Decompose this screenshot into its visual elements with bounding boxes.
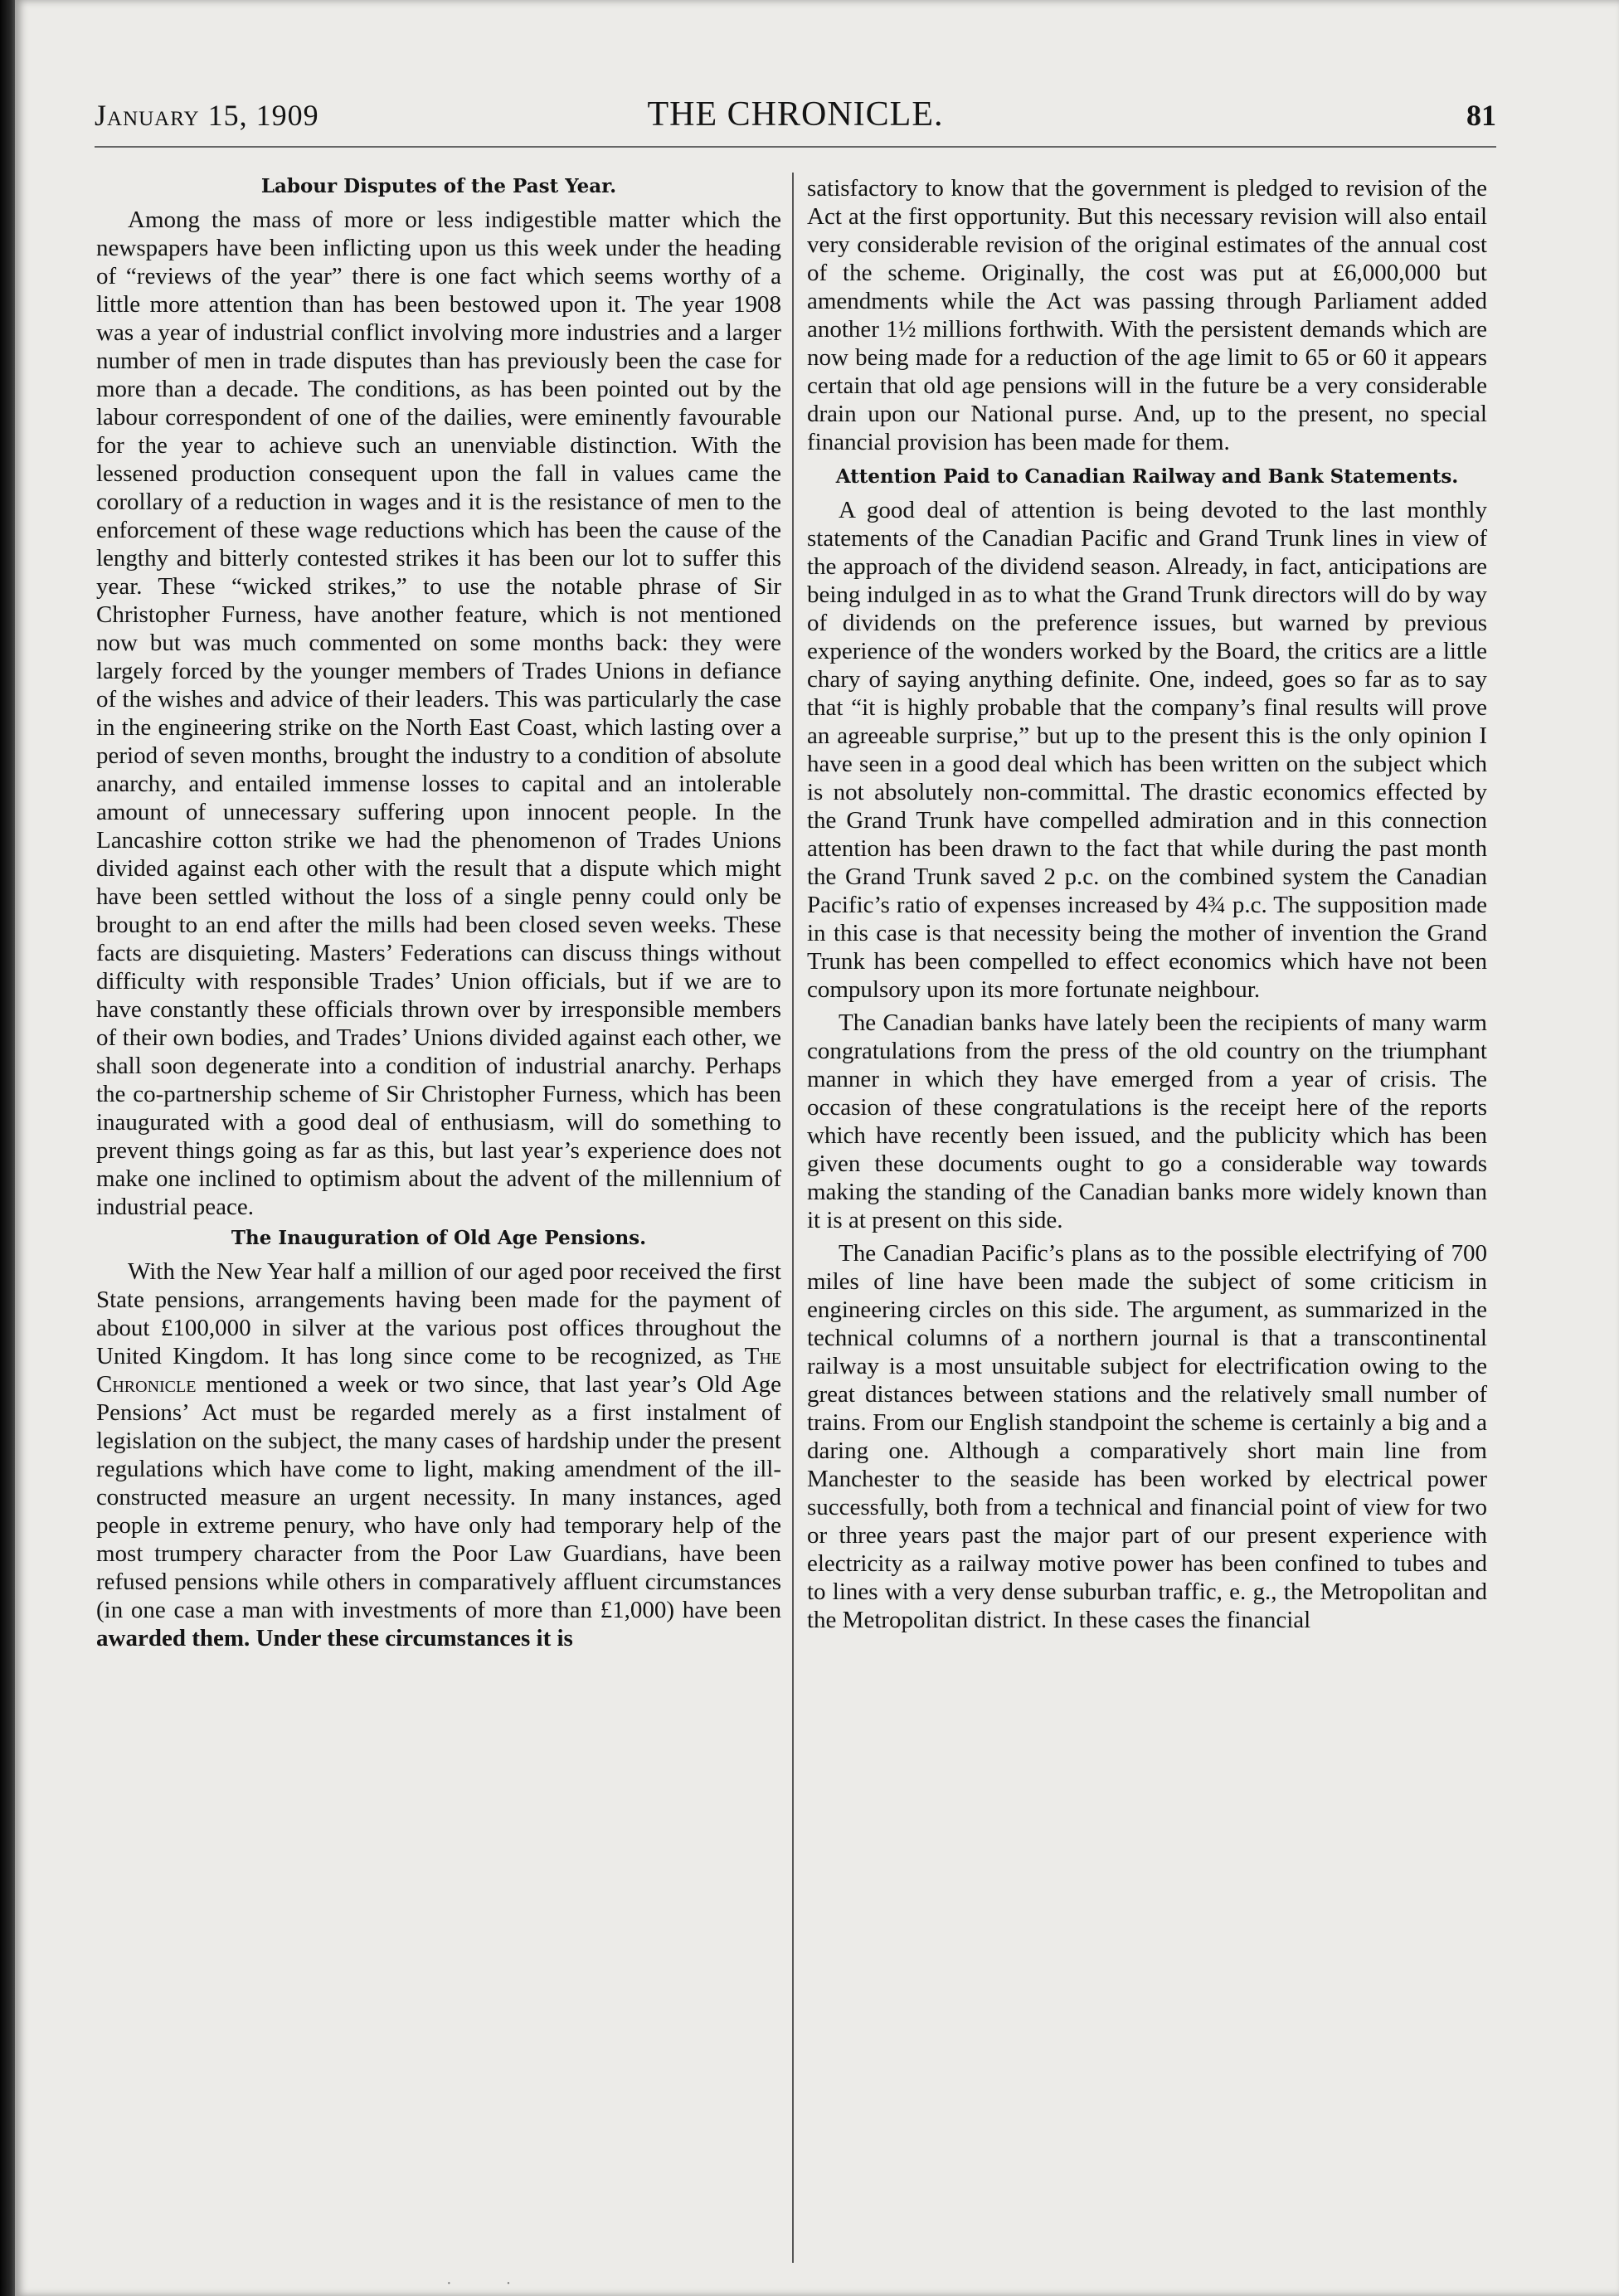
chronicle-reference: The Chronicle	[96, 1343, 781, 1398]
paragraph-text: With the New Year half a million of our aged poor received the first State pensions, arrangements having been made for the payment of about £100,000 in silver at the various post offices throughout the United Kingdom. It has long since come to be recognized, as	[96, 1258, 781, 1369]
header-rule	[95, 146, 1496, 148]
article-paragraph: The Canadian banks have lately been the recipients of many warm congratulations from the press of the old country on the triumphant manner in which they have emerged from a year of crisis. The occasion of these congratulations is the receipt here of the reports which have recently been issued, and the publicity which has been given these documents ought to go a considerable way towards making the standing of the Canadian banks more widely known than it is at present on this side.	[807, 1009, 1487, 1233]
issue-date: January 15, 1909	[95, 99, 319, 132]
article-paragraph	[96, 1257, 781, 1652]
paragraph-text: awarded them. Under these circumstances it is	[96, 1625, 573, 1651]
paragraph-text: mentioned a week or two since, that last year’s Old Age Pensions’ Act must be regarded merely as a first instalment of legislation on the subject, the many cases of hardship under the present regulations which have come to light, making amendment of the ill-constructed measure an urgent necessity. In many instances, aged people in extreme penury, who have only had temporary help of the most trumpery character from the Poor Law Guardians, have been refused pensions while others in comparatively affluent circumstances (in one case a man with investments of more than £1,000) have been	[96, 1371, 781, 1623]
article-paragraph: The Canadian Pacific’s plans as to the possible electrifying of 700 miles of line have been made the subject of some criticism in engineering circles on this side. The argument, as summarized in the technical columns of a northern journal is that a transcontinental railway is a most unsuitable subject for electrification owing to the great distances between stations and the relatively small number of trains. From our English standpoint the scheme is certainly a big and a daring one. Although a comparatively short main line from Manchester to the seaside has been worked by electrical power successfully, both from a technical and financial point of view for two or three years past the major part of our present experience with electricity as a railway motive power has been confined to tubes and to lines with a very dense suburban traffic, e. g., the Metropolitan and the Metropolitan district. In these cases the financial	[807, 1240, 1487, 1633]
continued-paragraph: satisfactory to know that the government is pledged to revision of the Act at the first opportunity. But this necessary revision will also entail very considerable revision of the original estimates of the annual cost of the scheme. Originally, the cost was put at £6,000,000 but amendments while the Act was passing through Parliament added another 1½ millions forthwith. With the persistent demands which are now being made for a reduction of the age limit to 65 or 60 it appears certain that old age pensions will in the future be a very considerable drain upon our National purse. And, up to the present, no special financial provision has been made for them.	[807, 175, 1487, 455]
column-divider	[792, 173, 794, 2263]
article-paragraph: A good deal of attention is being devoted to the last monthly statements of the Canadian Pacific and Grand Trunk lines in view of the approach of the dividend season. Already, in fact, anticipations are being indulged in as to what the Grand Trunk directors will do by way of dividends on the preference issues, but warned by previous experience of the wonders worked by the Board, the critics are a little chary of saying anything definite. One, indeed, goes so far as to say that “it is highly probable that the company’s final results will prove an agreeable surprise,” but up to the present this is the only opinion I have seen in a good deal which has been written on the subject which is not absolutely non-committal. The drastic economics effected by the Grand Trunk have compelled admiration and in this connection attention has been drawn to the fact that while during the past month the Grand Trunk saved 2 p.c. on the combined system the Canadian Pacific’s ratio of expenses increased by 4¾ p.c. The supposition made in this case is that necessity being the mother of invention the Grand Trunk has been compelled to effect economics which have not been compulsory upon its more fortunate neighbour.	[807, 497, 1487, 1003]
publication-title: THE CHRONICLE.	[647, 95, 944, 134]
section-heading-old-age-pensions: The Inauguration of Old Age Pensions.	[231, 1227, 647, 1249]
section-heading-canadian-railway: Attention Paid to Canadian Railway and Bank Statements.	[835, 465, 1459, 488]
page-specks: · ·	[446, 2274, 537, 2293]
article-paragraph: Among the mass of more or less indigestible matter which the newspapers have been inflicting upon us this week under the heading of “reviews of the year” there is one fact which seems worthy of a little more attention than has been bestowed upon it. The year 1908 was a year of industrial conflict involving more industries and a larger number of men in trade disputes than has previously been the case for more than a decade. The conditions, as has been pointed out by the labour correspondent of one of the dailies, were eminently favourable for the year to achieve such an unenviable distinction. With the lessened production consequent upon the fall in values came the corollary of a reduction in wages and it is the resistance of men to the enforcement of these wage reductions which has been the cause of the lengthy and bitterly contested strikes it has been our lot to suffer this year. These “wicked strikes,” to use the notable phrase of Sir Christopher Furness, have another feature, which is not mentioned now but was much commented on some months back: they were largely forced by the younger members of Trades Unions in defiance of the wishes and advice of their leaders. This was particularly the case in the engineering strike on the North East Coast, which lasting over a period of seven months, brought the industry to a condition of absolute anarchy, and entailed immense losses to capital and an intolerable amount of unnecessary suffering upon innocent people. In the Lancashire cotton strike we had the phenomenon of Trades Unions divided against each other with the result that a dispute which might have been settled without the loss of a single penny could only be brought to an end after the mills had been closed seven weeks. These facts are disquieting. Masters’ Federations can discuss things without difficulty with responsible Trades’ Union officials, but if we are to have constantly these officials thrown over by irresponsible members of their own bodies, and Trades’ Unions divided against each other, we shall soon degenerate into a condition of industrial anarchy. Perhaps the co-partnership scheme of Sir Christopher Furness, which has been inaugurated with a good deal of enthusiasm, will do something to prevent things going as far as this, but last year’s experience does not make one inclined to optimism about the advent of the millennium of industrial peace.	[96, 207, 781, 1220]
section-heading-labour-disputes: Labour Disputes of the Past Year.	[260, 175, 617, 197]
page-number: 81	[1466, 99, 1496, 132]
left-column	[96, 174, 781, 1657]
right-column	[807, 174, 1487, 1639]
newspaper-page	[15, 0, 1619, 2296]
page-header	[95, 95, 1496, 148]
